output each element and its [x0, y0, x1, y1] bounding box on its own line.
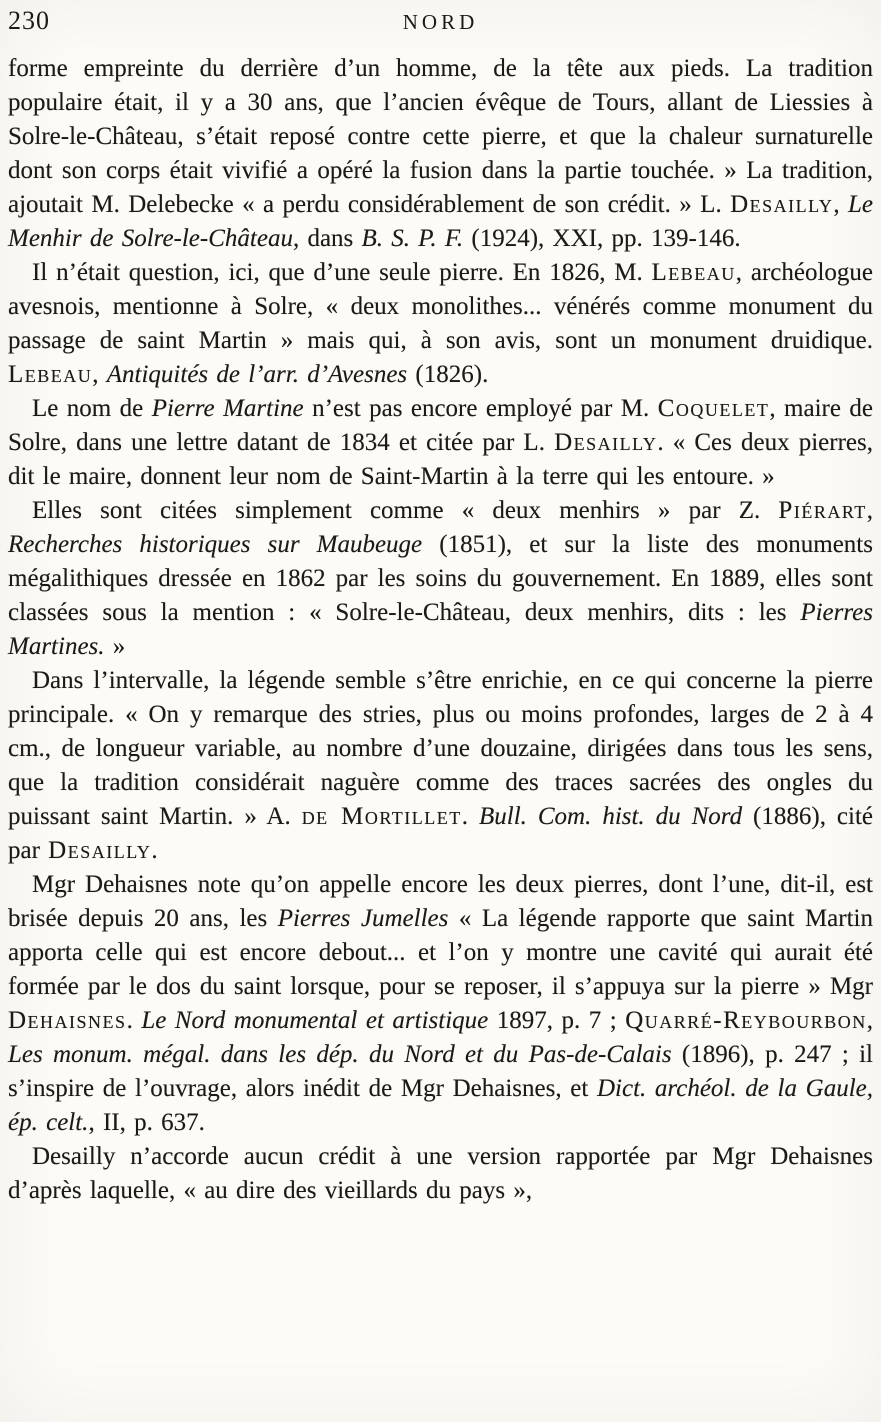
text-segment-smallcaps: Lebeau — [8, 361, 93, 388]
text-segment-normal: forme empreinte du derrière d’un homme, de la tête aux pieds. La tradition populaire était, il y a 30 ans, que l’ancien évêque de Tours, allant de Liessies à Solre-le-Château, s’était reposé contre cette pierre, et que la chaleur surnaturelle dont son corps était vivifié a opéré la fusion dans la partie touchée. » La tradition, ajoutait M. Delebecke « a perdu considérablement de son crédit. » L. — [8, 55, 873, 218]
text-segment-normal: Desailly n’accorde aucun crédit à une version rapportée par Mgr Dehaisnes d’après laquelle, « au dire des vieillards du pays », — [8, 1143, 873, 1204]
text-segment-normal: (1851), et sur la liste des monuments mégalithiques dressée en 1862 par les soins du gouvernement. En 1889, elles sont classées sous la mention : « Solre-le-Château, deux menhirs, dits : les — [8, 531, 873, 626]
text-segment-italic: Antiquités de l’arr. d’Avesnes — [106, 361, 408, 388]
text-segment-italic: Le Nord monumental et artistique — [141, 1007, 489, 1034]
text-segment-normal: . — [126, 1007, 142, 1034]
text-segment-italic: Pierre Martine — [151, 395, 304, 422]
paragraph — [8, 868, 873, 1140]
text-segment-normal: « La légende rapporte que saint Martin apporta celle qui est encore debout... et l’on y montre une cavité qui aurait été formée par le dos du saint lorsque, pour se reposer, il s’appuya sur la pierre » Mgr — [8, 905, 873, 1000]
text-segment-italic: Le Menhir de Solre-le-Château — [8, 191, 874, 252]
text-segment-normal: , II, p. 637. — [88, 1109, 205, 1136]
page-body — [8, 52, 873, 1208]
paragraph — [8, 494, 873, 664]
text-segment-normal: , dans — [292, 225, 362, 252]
text-segment-italic: B. S. P. F. — [361, 225, 464, 252]
text-segment-smallcaps: Dehaisnes — [8, 1007, 127, 1034]
text-segment-normal: . « Ces deux pierres, dit le maire, donnent leur nom de Saint-Martin à la terre qui les entoure. » — [8, 429, 873, 490]
text-segment-normal: n’est pas encore employé par M. — [303, 395, 658, 422]
text-segment-normal: » — [104, 633, 126, 660]
text-segment-normal: , archéologue avesnois, mentionne à Solre, « deux monolithes... vénérés comme monument du passage de saint Martin » mais qui, à son avis, sont un monument druidique. — [8, 259, 873, 354]
text-segment-smallcaps: Piérart — [778, 497, 867, 524]
text-segment-normal: , maire de Solre, dans une lettre datant de 1834 et citée par L. — [8, 395, 873, 456]
paragraph — [8, 392, 873, 494]
text-segment-italic: Les monum. mégal. dans les dép. du Nord et du Pas-de-Calais — [8, 1041, 672, 1068]
text-segment-normal: (1896), p. 247 ; il s’inspire de l’ouvrage, alors inédit de Mgr Dehaisnes, et — [8, 1041, 873, 1102]
text-segment-smallcaps: Desailly — [48, 837, 152, 864]
text-segment-italic: Bull. Com. hist. du Nord — [479, 803, 743, 830]
text-segment-smallcaps: Lebeau — [651, 259, 736, 286]
text-segment-normal: Mgr Dehaisnes note qu’on appelle encore les deux pierres, dont l’une, dit-il, est brisée depuis 20 ans, les — [8, 871, 873, 932]
text-segment-normal: Le nom de — [32, 395, 152, 422]
text-segment-italic: Pierres Jumelles — [277, 905, 449, 932]
text-segment-italic: Recherches historiques sur Maubeuge — [8, 531, 423, 558]
text-segment-smallcaps: Quarré-Reybourbon — [625, 1007, 867, 1034]
text-segment-normal: Dans l’intervalle, la légende semble s’être enrichie, en ce qui concerne la pierre principale. « On y remarque des stries, plus ou moins profondes, larges de 2 à 4 cm., de longueur variable, au nombre d’une douzaine, dirigées dans tous les sens, que la tradition considérait naguère comme des traces sacrées des ongles du puissant saint Martin. » A. — [8, 667, 873, 830]
text-segment-normal: . — [151, 837, 158, 864]
text-segment-smallcaps: Desailly — [730, 191, 834, 218]
text-segment-smallcaps: de Mortillet — [301, 803, 462, 830]
paragraph — [8, 664, 873, 868]
text-segment-normal: (1886), cité par — [8, 803, 874, 864]
paragraph — [8, 1140, 873, 1208]
paragraph — [8, 52, 873, 256]
text-segment-normal: (1924), XXI, pp. 139-146. — [463, 225, 741, 252]
text-segment-normal: , — [833, 191, 849, 218]
text-segment-normal: (1826). — [407, 361, 489, 388]
text-segment-italic: Pierres Martines. — [8, 599, 873, 660]
text-segment-smallcaps: Coquelet — [657, 395, 770, 422]
text-segment-normal: , — [866, 1007, 874, 1034]
paragraph — [8, 256, 873, 392]
text-segment-normal: . — [461, 803, 479, 830]
page-header — [8, 6, 873, 52]
text-segment-normal: 1897, p. 7 ; — [488, 1007, 626, 1034]
text-segment-normal: , — [866, 497, 873, 524]
text-segment-italic: Dict. archéol. de la Gaule, ép. celt. — [8, 1075, 874, 1136]
page-number: 230 — [8, 6, 50, 35]
text-segment-normal: Il n’était question, ici, que d’une seule pierre. En 1826, M. — [32, 259, 652, 286]
text-segment-smallcaps: Desailly — [554, 429, 658, 456]
text-segment-normal: Elles sont citées simplement comme « deux menhirs » par Z. — [32, 497, 779, 524]
text-segment-normal: , — [92, 361, 107, 388]
running-header: NORD — [402, 10, 479, 34]
